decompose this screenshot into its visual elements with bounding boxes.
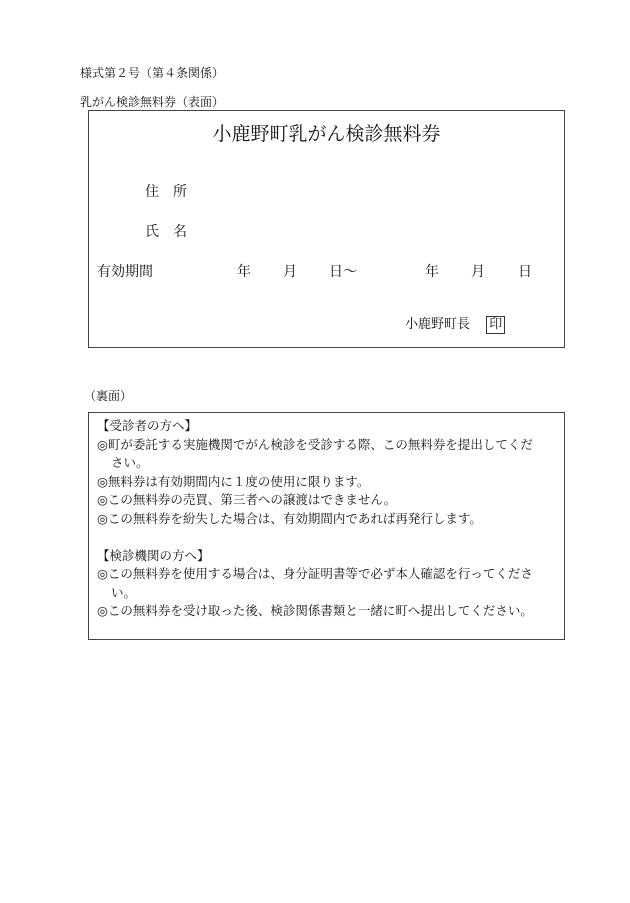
institution-note-2: ◎この無料券を受け取った後、検診関係書類と一緒に町へ提出してください。 <box>97 603 533 618</box>
address-label: 住 所 <box>145 184 187 200</box>
name-label: 氏 名 <box>145 224 187 240</box>
validity-end-month: 月 <box>471 264 485 280</box>
section-gap <box>97 528 559 547</box>
institution-note-1: ◎この無料券を使用する場合は、身分証明書等で必ず本人確認を行ってくださ <box>97 566 533 581</box>
institution-note-1-cont: い。 <box>111 584 137 600</box>
examinee-note-3: ◎この無料券の売買、第三者への譲渡はできません。 <box>97 492 397 507</box>
examinee-note-4: ◎この無料券を紛失した場合は、有効期間内であれば再発行します。 <box>97 510 482 526</box>
validity-end-year: 年 <box>425 264 439 280</box>
form-number: 様式第２号（第４条関係） <box>80 66 225 80</box>
examinee-note-1-cont: さい。 <box>111 455 149 470</box>
coupon-front <box>88 110 565 348</box>
front-caption: 乳がん検診無料券（表面） <box>80 95 225 109</box>
validity-start-month: 月 <box>283 264 297 280</box>
back-notes <box>97 417 559 621</box>
examinee-note-2: ◎無料券は有効期間内に１度の使用に限ります。 <box>97 473 370 489</box>
validity-label: 有効期間 <box>97 264 153 280</box>
coupon-back <box>88 412 565 640</box>
validity-start-day: 日〜 <box>329 264 357 280</box>
back-caption: （裏面） <box>84 389 133 403</box>
examinee-note-1: ◎町が委託する実施機関でがん検診を受診する際、この無料券を提出してくだ <box>97 436 533 452</box>
coupon-title: 小鹿野町乳がん検診無料券 <box>212 123 441 145</box>
institution-heading: 【検診機関の方へ】 <box>97 547 210 563</box>
issuer-name: 小鹿野町長 <box>405 317 471 332</box>
examinee-heading: 【受診者の方へ】 <box>97 418 198 433</box>
validity-end-day: 日 <box>518 264 532 280</box>
seal-stamp: 印 <box>486 316 505 334</box>
issuer-line <box>405 313 505 334</box>
validity-start-year: 年 <box>237 264 251 280</box>
